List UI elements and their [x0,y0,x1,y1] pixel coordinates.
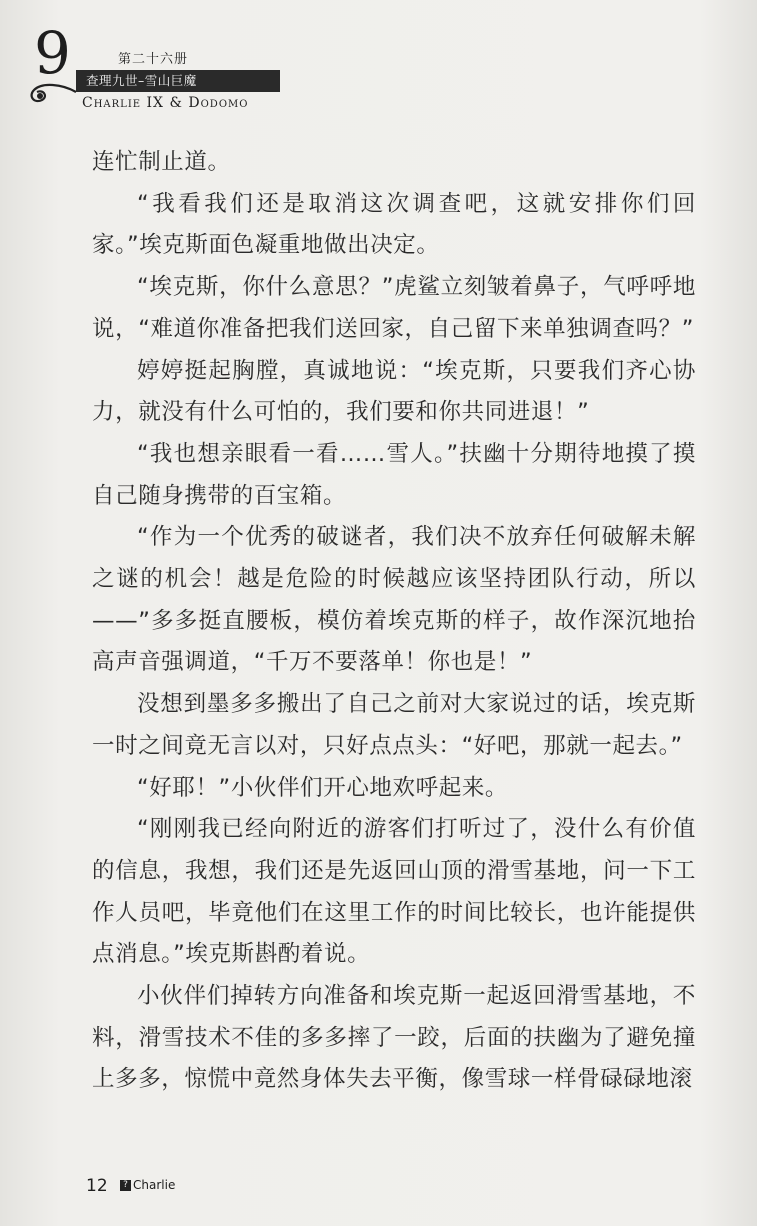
running-header [22,18,442,118]
series-title-cn: 查理九世–雪山巨魔 [86,73,197,88]
paragraph: “埃克斯，你什么意思？”虎鲨立刻皱着鼻子，气呼呼地说，“难道你准备把我们送回家，自己留下来单独调查吗？” [92,274,696,342]
volume-label: 第二十六册 [118,52,189,67]
paragraph: 婷婷挺起胸膛，真诚地说：“埃克斯，只要我们齐心协力，就没有什么可怕的，我们要和你共同进退！” [92,357,696,426]
paragraph: “我也想亲眼看一看……雪人。”扶幽十分期待地摸了摸自己随身携带的百宝箱。 [92,440,696,509]
paragraph: “我看我们还是取消这次调查吧，这就安排你们回家。”埃克斯面色凝重地做出决定。 [92,190,696,259]
paragraph: 没想到墨多多搬出了自己之前对大家说过的话，埃克斯一时之间竟无言以对，只好点点头：“好吧，那就一起去。” [92,691,696,759]
paragraph: “刚刚我已经向附近的游客们打听过了，没什么有价值的信息，我想，我们还是先返回山顶的滑雪基地，问一下工作人员吧，毕竟他们在这里工作的时间比较长，也许能提供点消息。”埃克斯斟酌着说。 [92,816,696,968]
brand-name: Charlie [133,1178,176,1192]
series-title-en: Charlie IX & Dodomo [82,95,249,111]
paragraph: 连忙制止道。 [92,149,231,175]
body-text [92,142,696,1101]
brand-logo-icon: ? [120,1180,131,1191]
paragraph: 小伙伴们掉转方向准备和埃克斯一起返回滑雪基地，不料，滑雪技术不佳的多多摔了一跤，后面的扶幽为了避免撞上多多，惊慌中竟然身体失去平衡，像雪球一样骨碌碌地滚 [92,983,696,1093]
scroll-ornament-icon [22,74,82,114]
page-footer [86,1176,386,1200]
paragraph: “好耶！”小伙伴们开心地欢呼起来。 [137,774,509,801]
series-title-bar [76,70,280,92]
brand-mark [120,1178,175,1192]
chapter-number: 9 [34,19,71,87]
paragraph: “作为一个优秀的破谜者，我们决不放弃任何破解未解之谜的机会！越是危险的时候越应该坚持团队行动，所以——”多多挺直腰板，模仿着埃克斯的样子，故作深沉地抬高声音强调道，“千万不要落单！你也是！” [92,524,696,676]
page-number: 12 [86,1176,108,1196]
